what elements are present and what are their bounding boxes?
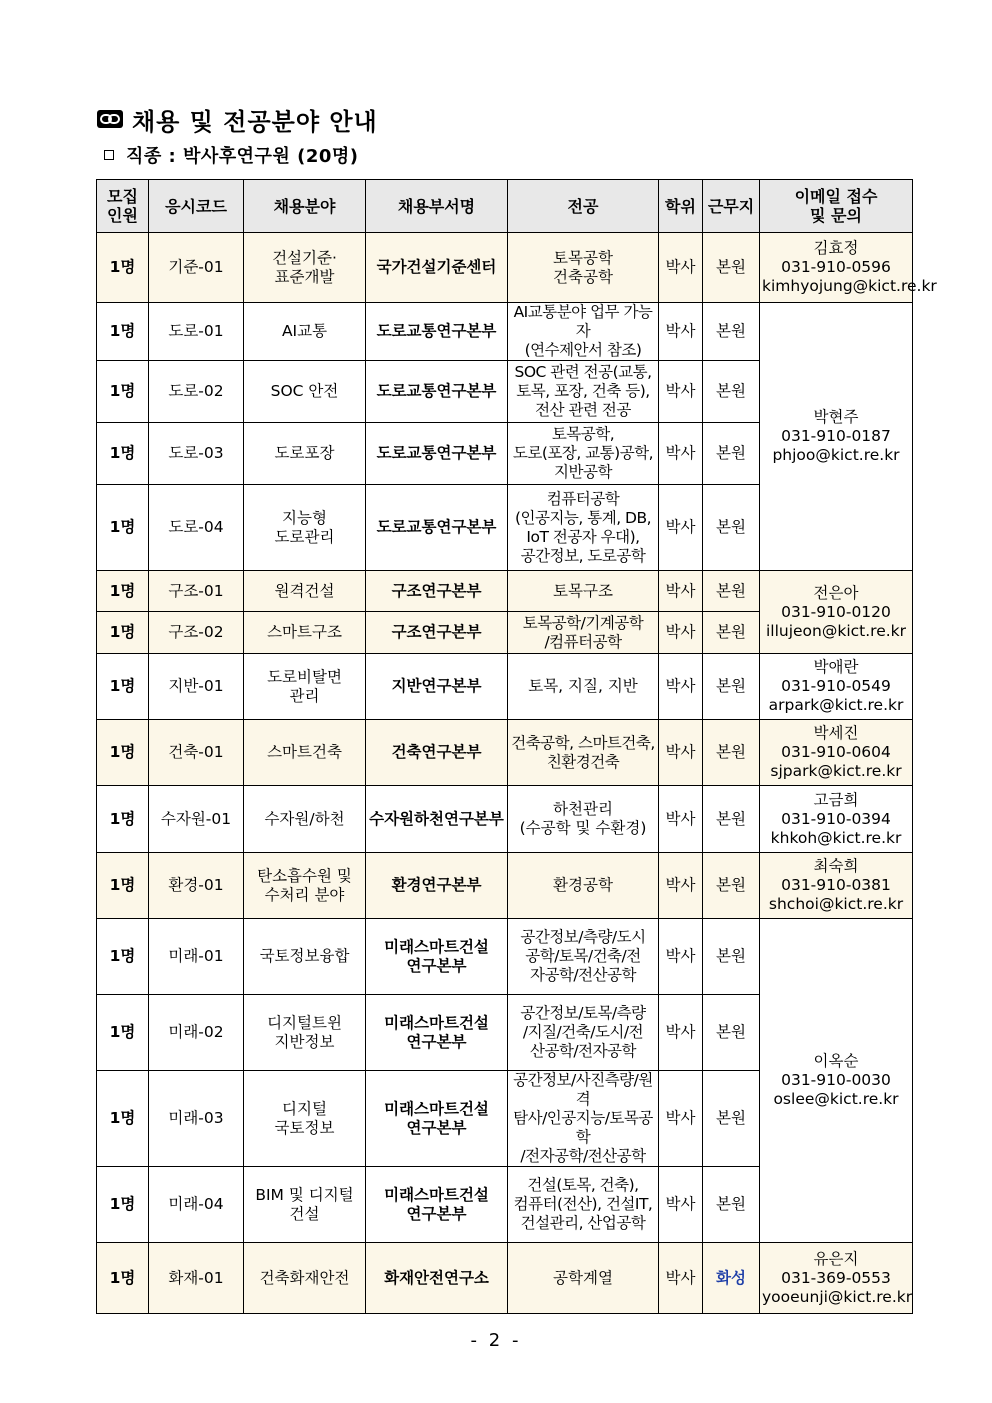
cell-line: 컴퓨터(전산), 건설IT, [513,1195,653,1213]
cell-line: 공학/토목/건축/전 [525,947,641,965]
cell-line: 도로(포장, 교통)공학, [512,444,654,462]
contact-name: 박세진 [813,724,859,742]
cell-exam-code: 화재-01 [149,1243,244,1314]
cell-line: 디지털트윈 [267,1013,342,1032]
cell-field: 건축화재안전 [244,1243,366,1314]
cell-major [508,423,659,485]
contact-cell [760,303,913,571]
cell-field [244,853,366,919]
cell-line: 및 문의 [810,206,862,225]
cell-headcount: 1명 [97,786,149,853]
cell-major [508,1071,659,1167]
cell-department: 건축연구본부 [366,720,508,786]
cell-major: 공학계열 [508,1243,659,1314]
header-location [703,180,760,233]
cell-department [366,995,508,1071]
cell-major [508,233,659,303]
cell-exam-code: 기준-01 [149,233,244,303]
cell-location: 본원 [703,1167,760,1243]
cell-headcount: 1명 [97,995,149,1071]
cell-location: 본원 [703,303,760,361]
cell-line: 공간정보/측량/도시 [520,928,646,946]
cell-exam-code: 도로-01 [149,303,244,361]
cell-line: 연구본부 [406,956,467,975]
cell-degree: 박사 [659,654,703,720]
cell-line: 자공학/전산공학 [529,966,637,984]
cell-line: 응시코드 [165,196,227,216]
recruitment-table [96,179,937,1314]
cell-line: 산공학/전자공학 [529,1042,637,1060]
cell-line: (인공지능, 통계, DB, [514,508,652,527]
cell-location: 화성 [703,1243,760,1314]
contact-cell [760,571,913,654]
cell-major [508,1167,659,1243]
cell-line: 지능형 [282,508,327,527]
contact-email[interactable]: shchoi@kict.re.kr [768,895,904,913]
cell-line: 토목, 포장, 건축 등), [516,382,650,400]
table-row [97,1243,913,1314]
cell-line: 국토정보 [274,1118,335,1137]
table-row [97,233,913,303]
header-headcount [97,180,149,233]
header-contact [760,180,913,233]
cell-department: 도로교통연구본부 [366,361,508,423]
cell-line: (수공학 및 수환경) [519,819,647,837]
header-major [508,180,659,233]
cell-field: AI교통 [244,303,366,361]
cell-department: 수자원하천연구본부 [366,786,508,853]
table-row [97,853,913,919]
contact-phone: 031-910-0120 [781,602,891,621]
cell-exam-code: 도로-04 [149,485,244,571]
cell-line: 토목공학/기계공학 [522,613,644,632]
cell-line: 하천관리 [553,800,613,818]
cell-line: 지반정보 [274,1032,335,1051]
contact-cell [760,654,913,720]
contact-phone: 031-369-0553 [781,1268,891,1287]
cell-headcount: 1명 [97,303,149,361]
cell-major: 토목, 지질, 지반 [508,654,659,720]
cell-line: 공간정보/사진측량/원격 [513,1071,653,1108]
cell-line: /컴퓨터공학 [544,632,622,651]
cell-line: 건설관리, 산업공학 [520,1214,646,1232]
cell-line: 토목공학, [551,425,615,443]
job-type-heading [104,142,359,168]
cell-location: 본원 [703,786,760,853]
cell-line: SOC 관련 전공(교통, [514,363,652,381]
contact-email[interactable]: kimhyojung@kict.re.kr [762,277,937,295]
cell-location: 본원 [703,853,760,919]
cell-location: 본원 [703,612,760,654]
cell-headcount: 1명 [97,654,149,720]
cell-field [244,654,366,720]
contact-cell [760,233,937,303]
table-row [97,720,913,786]
cell-major [508,786,659,853]
cell-major [508,720,659,786]
cell-line: 근무지 [707,196,755,216]
table-row [97,571,913,612]
cell-line: 인원 [107,206,138,225]
cell-exam-code: 미래-03 [149,1071,244,1167]
cell-line: 연구본부 [406,1032,467,1051]
cell-headcount: 1명 [97,1167,149,1243]
cell-location: 본원 [703,654,760,720]
cell-degree: 박사 [659,303,703,361]
cell-major: 토목구조 [508,571,659,612]
cell-line: 건축공학, 스마트건축, [511,733,655,752]
cell-department [366,1071,508,1167]
header-field [244,180,366,233]
table-row [97,303,913,361]
cell-degree: 박사 [659,919,703,995]
cell-exam-code: 도로-03 [149,423,244,485]
cell-department: 지반연구본부 [366,654,508,720]
cell-location: 본원 [703,995,760,1071]
cell-line: AI교통분야 업무 가능자 [513,303,653,340]
cell-line: 수처리 분야 [264,885,345,904]
cell-headcount: 1명 [97,919,149,995]
cell-location: 본원 [703,720,760,786]
cell-line: 디지털 [282,1099,327,1118]
cell-line: /전자공학/전산공학 [520,1147,646,1165]
contact-name: 이옥순 [813,1052,859,1070]
cell-line: 채용부서명 [397,196,476,216]
contact-email[interactable]: sjpark@kict.re.kr [770,762,902,780]
cell-line: 도로비탈면 [267,667,342,686]
cell-location: 본원 [703,571,760,612]
cell-line: 도로관리 [274,527,335,546]
cell-major [508,361,659,423]
cell-major [508,485,659,571]
cell-degree: 박사 [659,853,703,919]
cell-field [244,995,366,1071]
cell-field: 국토정보융합 [244,919,366,995]
cell-degree: 박사 [659,720,703,786]
cell-line: 연구본부 [406,1118,467,1137]
contact-name: 최숙희 [813,857,859,875]
cell-headcount: 1명 [97,423,149,485]
cell-field [244,1167,366,1243]
cell-field: 스마트건축 [244,720,366,786]
cell-line: 연구본부 [406,1204,467,1223]
cell-line: 미래스마트건설 [384,1099,489,1118]
contact-email[interactable]: illujeon@kict.re.kr [765,621,907,640]
cell-line: 모집 [107,187,138,206]
contact-name: 박현주 [813,408,859,426]
contact-email[interactable]: oslee@kict.re.kr [773,1090,899,1108]
contact-phone: 031-910-0381 [781,876,891,894]
cell-line: 전공 [567,196,599,216]
cell-major [508,303,659,361]
contact-cell [760,786,913,853]
cell-line: IoT 전공자 우대), [526,527,640,546]
cell-line: 건설기준· [272,248,337,267]
header-department [366,180,508,233]
cell-degree: 박사 [659,995,703,1071]
contact-cell [760,853,913,919]
cell-headcount: 1명 [97,720,149,786]
cell-line: 건설(토목, 건축), [527,1176,639,1194]
cell-department: 구조연구본부 [366,612,508,654]
cell-field: SOC 안전 [244,361,366,423]
cell-headcount: 1명 [97,1071,149,1167]
cell-line: 공간정보/토목/측량 [520,1004,646,1022]
link-icon [96,108,124,130]
contact-name: 유은지 [813,1249,859,1268]
contact-cell [760,720,913,786]
cell-field [244,485,366,571]
cell-exam-code: 미래-04 [149,1167,244,1243]
contact-phone: 031-910-0604 [781,743,891,761]
table-row [97,786,913,853]
cell-major [508,612,659,654]
contact-name: 김효정 [813,239,859,257]
contact-name: 박애란 [813,658,859,676]
cell-headcount: 1명 [97,612,149,654]
cell-exam-code: 구조-02 [149,612,244,654]
cell-headcount: 1명 [97,485,149,571]
cell-headcount: 1명 [97,853,149,919]
cell-line: 표준개발 [274,267,335,286]
cell-field: 스마트구조 [244,612,366,654]
cell-department: 도로교통연구본부 [366,485,508,571]
cell-line: 탐사/인공지능/토목공학 [513,1109,653,1146]
contact-email[interactable]: phjoo@kict.re.kr [772,446,900,464]
cell-line: 토목공학 [553,248,613,267]
cell-line: 컴퓨터공학 [546,489,620,508]
cell-department: 화재안전연구소 [366,1243,508,1314]
cell-location: 본원 [703,919,760,995]
checkbox-square-icon [104,150,114,160]
cell-degree: 박사 [659,1243,703,1314]
cell-department: 도로교통연구본부 [366,423,508,485]
table-header-row [97,180,913,233]
cell-field [244,233,366,303]
cell-line: 친환경건축 [546,752,620,771]
cell-degree: 박사 [659,361,703,423]
cell-major: 환경공학 [508,853,659,919]
cell-line: /지질/건축/도시/전 [522,1023,644,1041]
contact-cell [760,919,913,1243]
cell-field: 수자원/하천 [244,786,366,853]
cell-degree: 박사 [659,1071,703,1167]
page-number: - 2 - [470,1330,522,1351]
contact-email[interactable]: khkoh@kict.re.kr [770,828,902,847]
cell-headcount: 1명 [97,233,149,303]
header-exam-code [149,180,244,233]
cell-field [244,1071,366,1167]
contact-phone: 031-910-0187 [781,427,891,445]
cell-exam-code: 도로-02 [149,361,244,423]
cell-line: 이메일 접수 [794,187,878,206]
cell-degree: 박사 [659,612,703,654]
contact-email[interactable]: arpark@kict.re.kr [768,696,904,714]
cell-line: 미래스마트건설 [384,937,489,956]
cell-field: 원격건설 [244,571,366,612]
cell-exam-code: 미래-02 [149,995,244,1071]
cell-degree: 박사 [659,1167,703,1243]
cell-line: 미래스마트건설 [384,1013,489,1032]
contact-phone: 031-910-0394 [781,809,891,828]
cell-location: 본원 [703,423,760,485]
header-degree [659,180,703,233]
cell-degree: 박사 [659,485,703,571]
cell-department [366,1167,508,1243]
contact-cell [760,1243,913,1314]
section-title [96,101,378,137]
contact-name: 전은아 [813,583,859,602]
cell-department: 도로교통연구본부 [366,303,508,361]
cell-degree: 박사 [659,571,703,612]
contact-name: 고금희 [813,790,859,809]
cell-location: 본원 [703,1071,760,1167]
cell-line: BIM 및 디지털 [255,1185,354,1204]
cell-location: 본원 [703,361,760,423]
cell-line: 학위 [665,196,696,216]
cell-line: 공간정보, 도로공학 [520,546,646,565]
contact-email[interactable]: yooeunji@kict.re.kr [762,1287,913,1306]
cell-headcount: 1명 [97,571,149,612]
cell-degree: 박사 [659,233,703,303]
cell-major [508,995,659,1071]
table-row [97,919,913,995]
cell-line: (연수제안서 참조) [524,341,642,359]
cell-exam-code: 지반-01 [149,654,244,720]
cell-department [366,919,508,995]
cell-line: 관리 [289,686,320,705]
cell-major [508,919,659,995]
contact-phone: 031-910-0549 [781,677,891,695]
cell-line: 지반공학 [554,463,612,481]
cell-location: 본원 [703,233,760,303]
cell-exam-code: 수자원-01 [149,786,244,853]
cell-location: 본원 [703,485,760,571]
cell-exam-code: 미래-01 [149,919,244,995]
cell-exam-code: 환경-01 [149,853,244,919]
cell-line: 건설 [289,1204,320,1223]
cell-line: 전산 관련 전공 [535,401,631,419]
contact-phone: 031-910-0030 [781,1071,891,1089]
cell-field: 도로포장 [244,423,366,485]
job-type-text: 직종 : 박사후연구원 (20명) [126,146,359,167]
cell-exam-code: 구조-01 [149,571,244,612]
contact-phone: 031-910-0596 [781,258,891,276]
cell-exam-code: 건축-01 [149,720,244,786]
section-title-text: 채용 및 전공분야 안내 [132,107,378,136]
cell-degree: 박사 [659,423,703,485]
cell-line: 건축공학 [553,267,613,286]
cell-department: 환경연구본부 [366,853,508,919]
cell-line: 채용분야 [273,196,336,216]
cell-line: 미래스마트건설 [384,1185,489,1204]
cell-department: 구조연구본부 [366,571,508,612]
cell-line: 탄소흡수원 및 [257,866,352,885]
cell-headcount: 1명 [97,1243,149,1314]
table-row [97,654,913,720]
cell-degree: 박사 [659,786,703,853]
cell-department: 국가건설기준센터 [366,233,508,303]
cell-headcount: 1명 [97,361,149,423]
